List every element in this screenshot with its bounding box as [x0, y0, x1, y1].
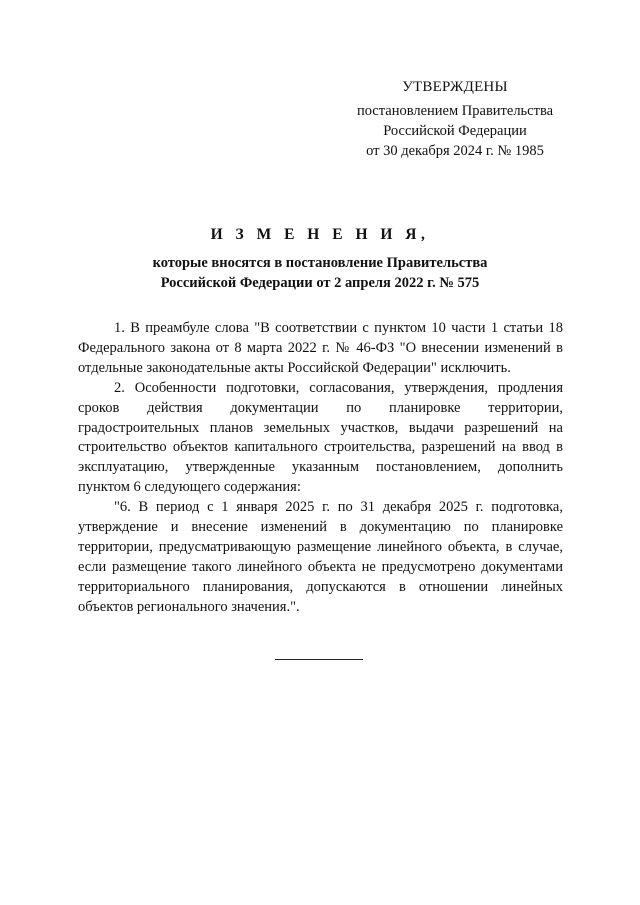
- document-subtitle-line-2: Российской Федерации от 2 апреля 2022 г. № 575: [160, 275, 480, 291]
- document-body: [78, 319, 563, 618]
- approval-line-2: Российской Федерации: [383, 123, 527, 139]
- approval-stamp: [330, 77, 580, 161]
- approval-line-1: постановлением Правительства: [356, 103, 554, 119]
- approval-heading: УТВЕРЖДЕНЫ: [402, 79, 508, 95]
- paragraph-2: 2. Особенности подготовки, согласования, утверждения, продления сроков действия документации по планировке территории, градостроительных планов земельных участков, выдачи разрешений на строительство объектов капитального строительства, разрешений на ввод в эксплуатацию, утвержденные указанным постановлением, дополнить пунктом 6 следующего содержания:: [78, 379, 563, 496]
- paragraph-3: "6. В период с 1 января 2025 г. по 31 декабря 2025 г. подготовка, утверждение и внесение изменений в документацию по планировке территории, предусматривающую размещение линейного объекта, в случае, если размещение такого линейного объекта не предусмотрено документами территориального планирования, допускаются в отношении линейных объектов регионального значения.".: [78, 499, 563, 615]
- approval-line-3: от 30 декабря 2024 г. № 1985: [366, 143, 544, 159]
- end-divider-line: [275, 659, 363, 660]
- document-subtitle-line-1: которые вносятся в постановление Правительства: [152, 255, 488, 271]
- document-title-block: [78, 225, 562, 293]
- document-title: И З М Е Н Е Н И Я,: [210, 226, 430, 243]
- paragraph-1: 1. В преамбуле слова "В соответствии с пунктом 10 части 1 статьи 18 Федерального закона от 8 марта 2022 г. № 46-ФЗ "О внесении изменений в отдельные законодательные акты Российской Федерации" исключить.: [78, 320, 563, 376]
